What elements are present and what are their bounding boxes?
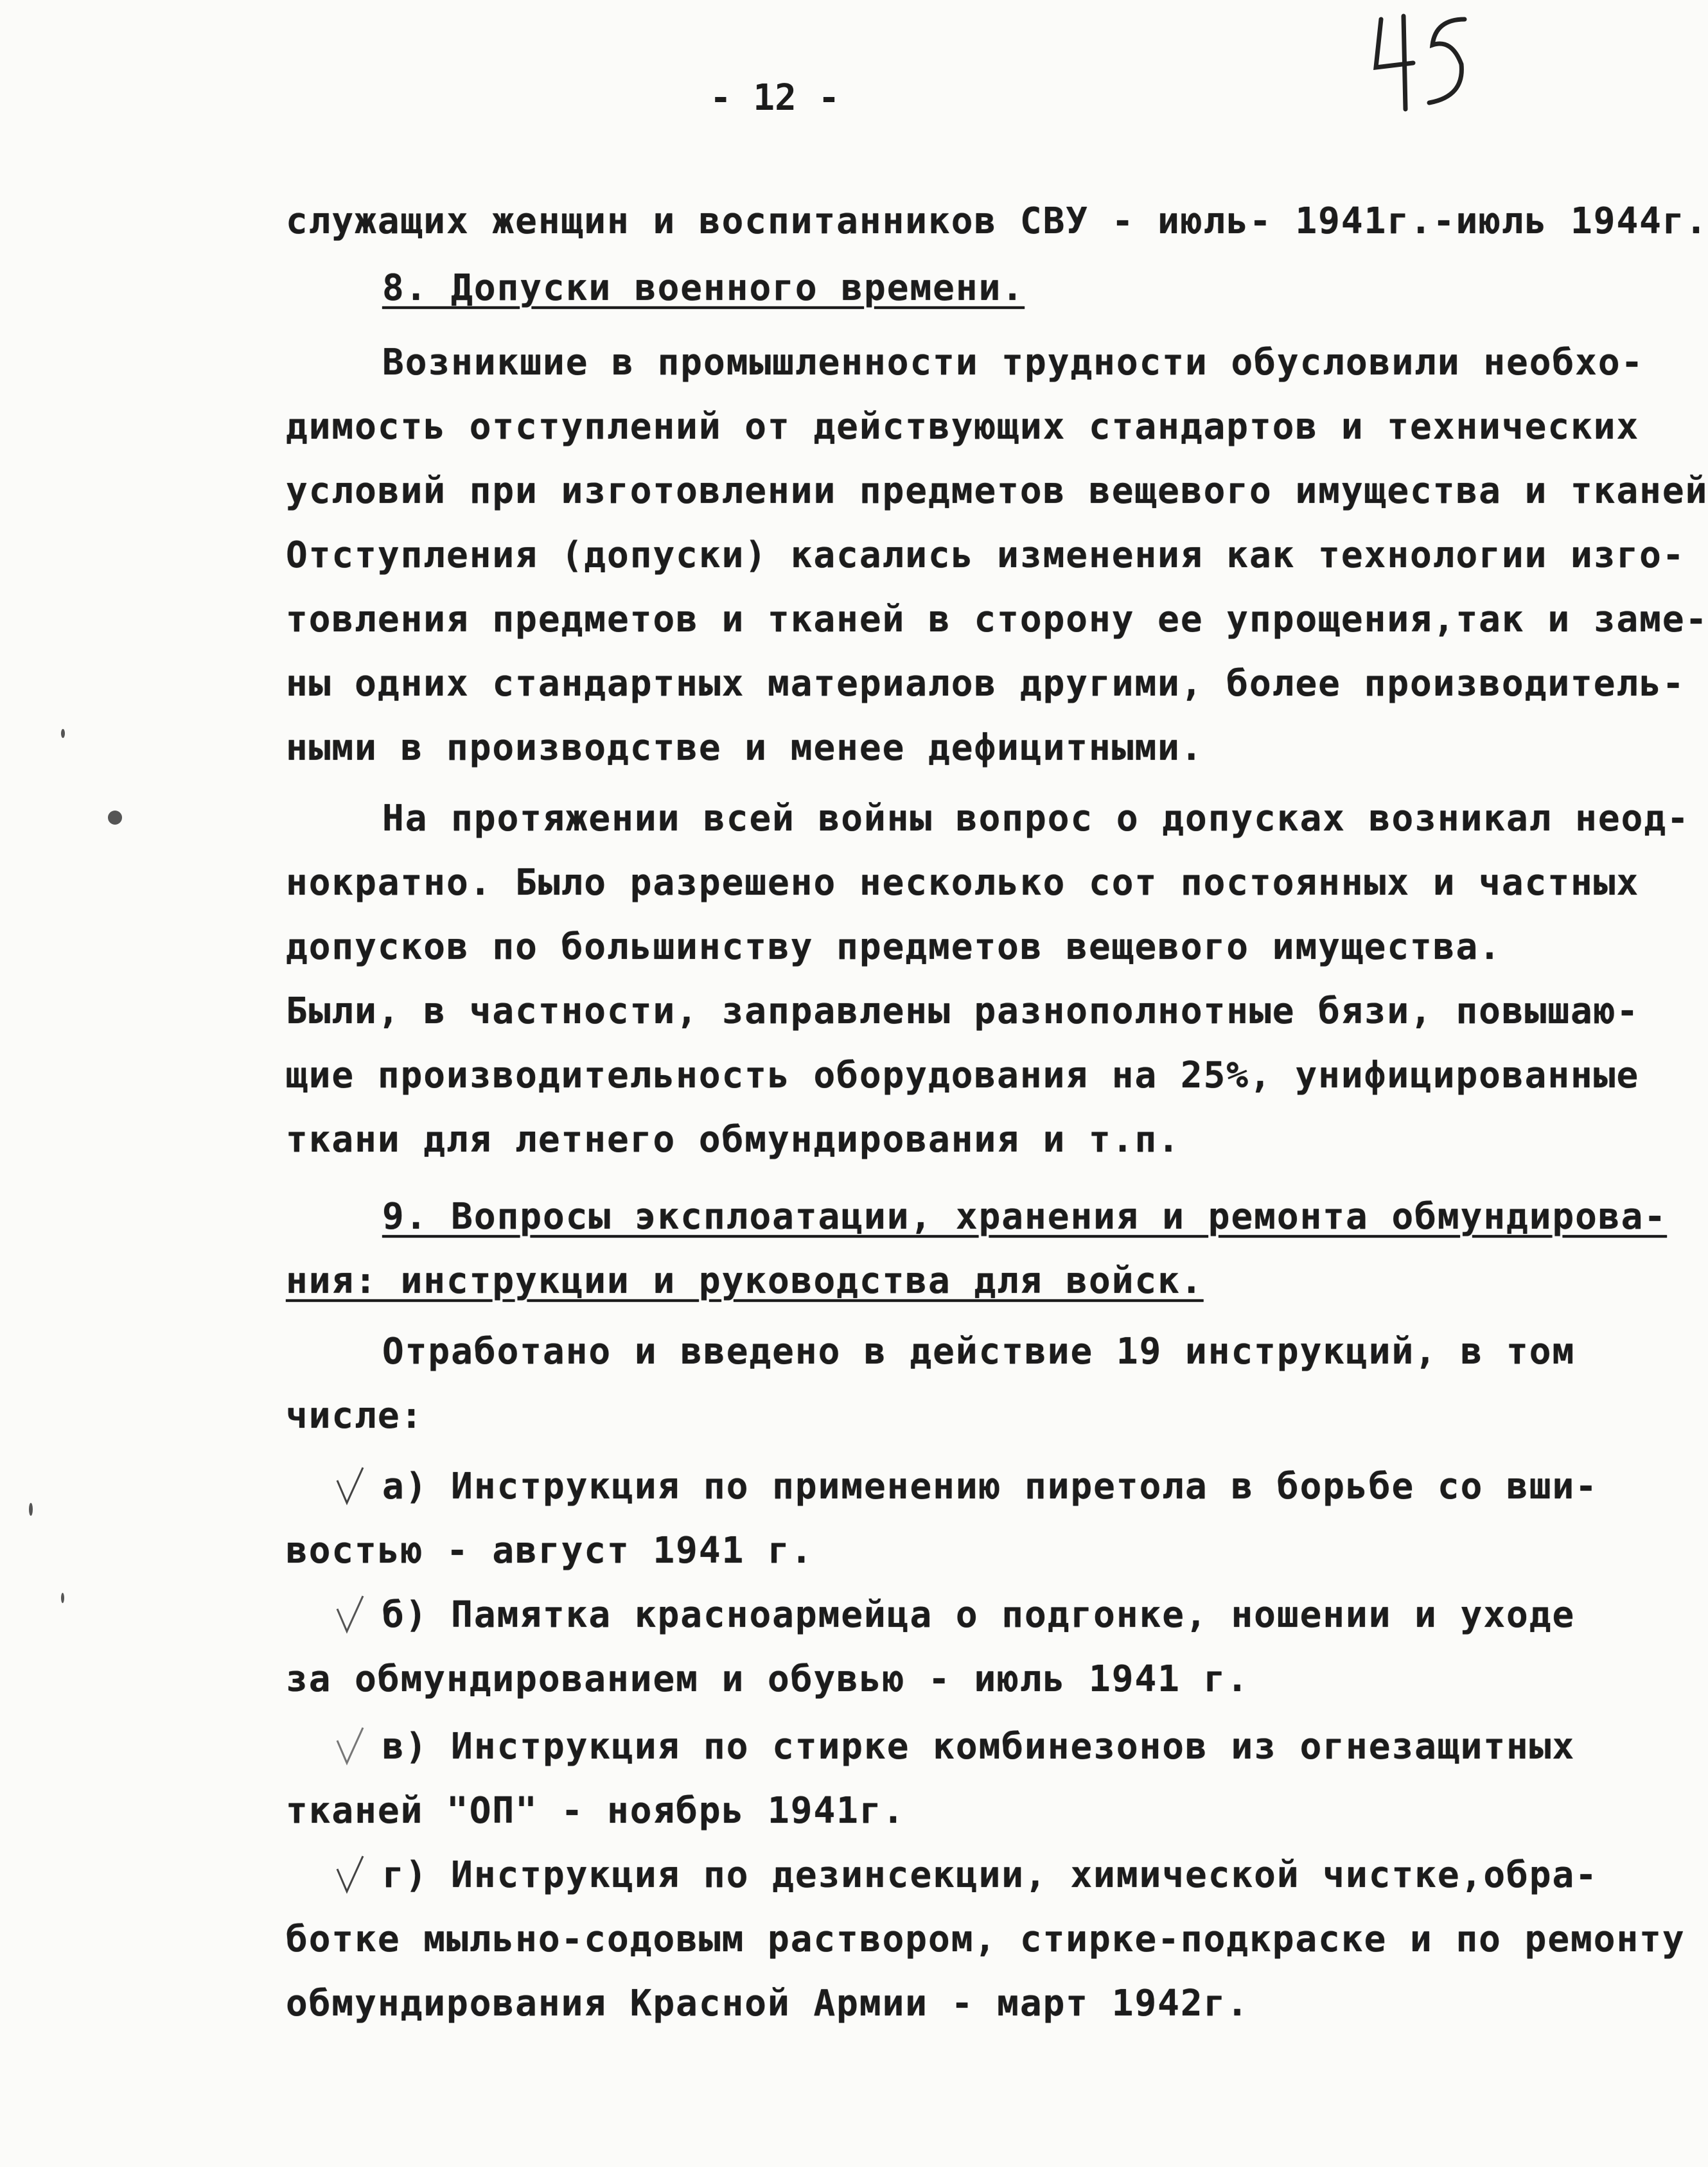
line-03: Возникшие в промышленности трудности обусловили необхо-	[382, 342, 1644, 383]
line-10: На протяжении всей войны вопрос о допусках возникал неод-	[382, 798, 1690, 839]
section-9-heading: 9. Вопросы эксплоатации, хранения и ремонта обмундирова-	[382, 1196, 1668, 1238]
checkmark-icon	[334, 1464, 366, 1509]
line-08: ны одних стандартных материалов другими, более производитель-	[286, 663, 1686, 705]
scan-mark	[29, 1503, 33, 1516]
checkmark-icon	[334, 1853, 366, 1898]
item-b-cont: за обмундированием и обувью - июль 1941 г.	[286, 1658, 1250, 1700]
line-13: Были, в частности, заправлены разнополнотные бязи, повышаю-	[286, 990, 1640, 1032]
line-18: Отработано и введено в действие 19 инструкций, в том	[382, 1331, 1576, 1373]
checkmark-icon	[334, 1593, 366, 1638]
line-11: нократно. Было разрешено несколько сот постоянных и частных	[286, 862, 1640, 904]
line-07: товления предметов и тканей в сторону ее упрощения,так и заме-	[286, 599, 1708, 640]
section-9-heading-cont: ния: инструкции и руководства для войск.	[286, 1260, 1204, 1302]
archive-page-number-handwritten	[1368, 6, 1484, 116]
checkmark-icon	[334, 1724, 366, 1769]
section-8-heading: 8. Допуски военного времени.	[382, 267, 1025, 309]
item-a: а) Инструкция по применению пиретола в борьбе со вши-	[382, 1466, 1598, 1507]
line-19: числе:	[286, 1395, 424, 1437]
item-v: в) Инструкция по стирке комбинезонов из огнезащитных	[382, 1726, 1576, 1768]
line-06: Отступления (допуски) касались изменения как технологии изго-	[286, 534, 1686, 576]
scan-mark	[61, 1593, 64, 1603]
line-15: ткани для летнего обмундирования и т.п.	[286, 1119, 1181, 1161]
item-g-cont2: обмундирования Красной Армии - март 1942г.	[286, 1983, 1250, 2024]
item-v-cont: тканей "ОП" - ноябрь 1941г.	[286, 1790, 906, 1832]
item-g: г) Инструкция по дезинсекции, химической чистке,обра-	[382, 1854, 1598, 1896]
line-01: служащих женщин и воспитанников СВУ - июль- 1941г.-июль 1944г.	[286, 200, 1708, 242]
line-14: щие производительность оборудования на 25%, унифицированные	[286, 1055, 1640, 1096]
line-12: допусков по большинству предметов вещевого имущества.	[286, 926, 1502, 968]
line-05: условий при изготовлении предметов вещевого имущества и тканей	[286, 470, 1708, 512]
item-a-cont: востью - август 1941 г.	[286, 1530, 814, 1572]
line-04: димость отступлений от действующих стандартов и технических	[286, 406, 1640, 448]
scan-mark	[108, 811, 122, 825]
item-b: б) Памятка красноармейца о подгонке, ношении и уходе	[382, 1594, 1576, 1636]
item-g-cont: ботке мыльно-содовым раствором, стирке-подкраске и по ремонту	[286, 1918, 1686, 1960]
line-09: ными в производстве и менее дефицитными.	[286, 727, 1204, 769]
scan-mark	[61, 729, 65, 738]
page-number: - 12 -	[710, 77, 840, 119]
